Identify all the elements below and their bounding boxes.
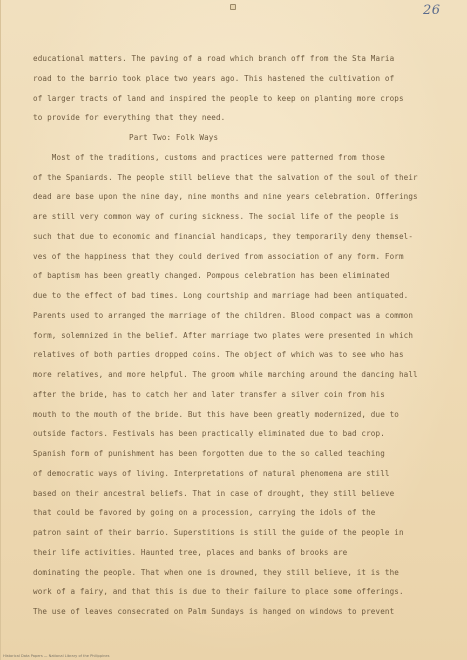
text-line-12: of baptism has been greatly changed. Pompous celebration has been eliminated: [33, 271, 390, 281]
text-line-1: educational matters. The paving of a road which branch off from the Sta Maria: [33, 54, 399, 63]
text-line-28: work of a fairy, and that this is due to their failure to place some offerings.: [33, 587, 404, 597]
archive-footer: Historical Data Papers — National Library of the Philippines: [3, 654, 110, 658]
text-line-17: more relatives, and more helpful. The groom while marching around the dancing hall: [33, 370, 418, 379]
text-line-20: outside factors. Festivals has been practically eliminated due to bad crop.: [33, 429, 385, 439]
text-line-29: The use of leaves consecrated on Palm Sundays is hanged on windows to prevent: [33, 607, 395, 616]
section-heading: Part Two: Folk Ways: [129, 133, 219, 142]
text-line-24: that could be favored by going on a procession, carrying the idols of the: [33, 508, 376, 518]
text-line-2: road to the barrio took place two years ago. This hastened the cultivation of: [33, 73, 395, 83]
page-number: 26: [423, 3, 441, 18]
text-line-23: based on their ancestral beliefs. That in case of drought, they still believe: [33, 488, 395, 498]
text-line-9: are still very common way of curing sickness. The social life of the people is: [33, 212, 399, 221]
text-line-10: such that due to economic and financial handicaps, they temporarily deny themsel-: [33, 231, 414, 241]
text-line-21: Spanish form of punishment has been forgotten due to the so called teaching: [33, 449, 385, 458]
text-line-3: of larger tracts of land and inspired the people to keep on planting more crops: [33, 93, 404, 103]
punch-hole-mark: [230, 4, 236, 10]
text-line-11: ves of the happiness that they could derived from association of any form. Form: [33, 251, 404, 261]
text-line-18: after the bride, has to catch her and later transfer a silver coin from his: [33, 389, 385, 399]
text-line-8: dead are base upon the nine day, nine months and nine years celebration. Offerings: [33, 192, 418, 202]
text-line-15: form, solemnized in the belief. After marriage two plates were presented in which: [33, 330, 414, 340]
text-line-13: due to the effect of bad times. Long courtship and marriage had been antiquated.: [33, 291, 409, 300]
text-line-7: of the Spaniards. The people still believe that the salvation of the soul of their: [33, 172, 418, 182]
text-line-22: of democratic ways of living. Interpretations of natural phenomena are still: [33, 468, 390, 478]
text-line-25: patron saint of their barrio. Superstitions is still the guide of the people in: [33, 528, 404, 537]
text-line-14: Parents used to arranged the marriage of the children. Blood compact was a common: [33, 310, 414, 320]
text-line-19: mouth to the mouth of the bride. But this have been greatly modernized, due to: [33, 409, 399, 419]
typed-body-text: [33, 49, 453, 622]
text-line-27: dominating the people. That when one is drowned, they still believe, it is the: [33, 567, 399, 577]
text-line-6: Most of the traditions, customs and practices were patterned from those: [33, 152, 385, 162]
text-line-26: their life activities. Haunted tree, places and banks of brooks are: [33, 547, 348, 557]
text-line-4: to provide for everything that they need.: [33, 113, 226, 123]
text-line-16: relatives of both parties dropped coins. The object of which was to see who has: [33, 350, 404, 360]
